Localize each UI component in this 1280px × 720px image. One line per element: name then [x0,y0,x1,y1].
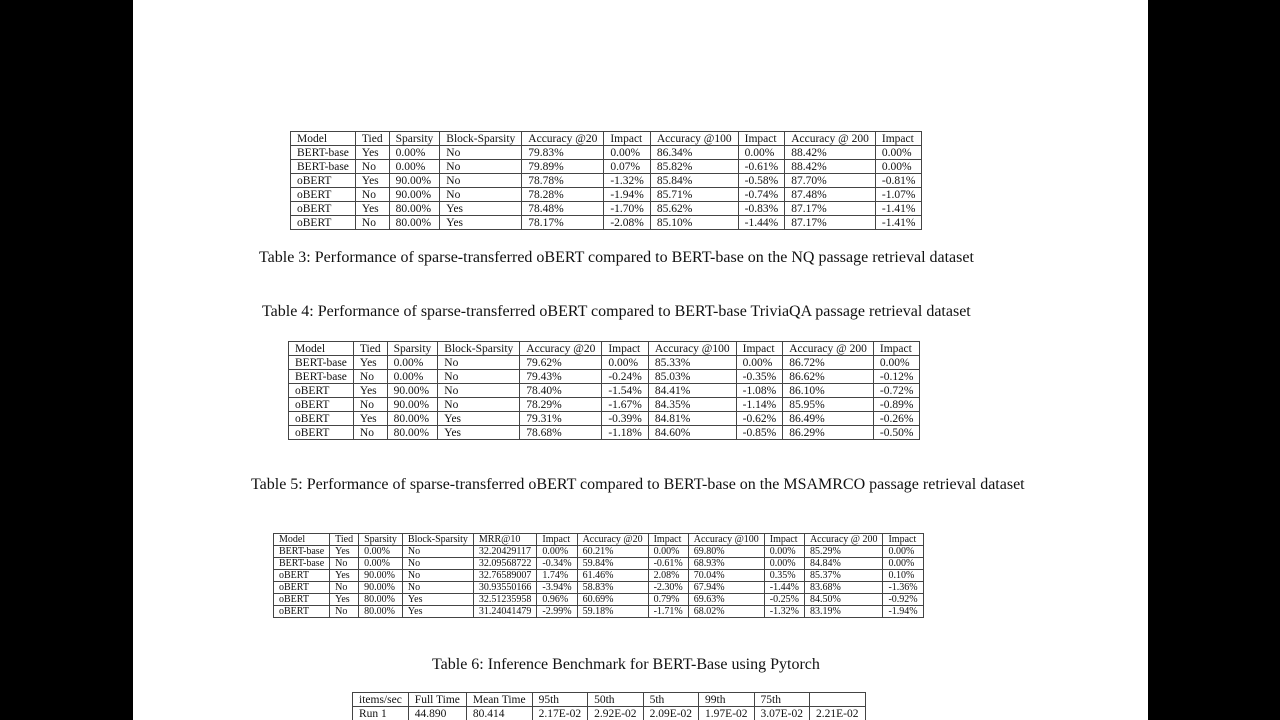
table-cell: -0.39% [602,412,649,426]
table-cell: 0.00% [604,146,651,160]
header-cell: Impact [738,132,785,146]
table-cell: Yes [330,546,359,558]
table-cell: Yes [438,412,520,426]
table-header-row [291,132,922,146]
table-cell: -0.85% [736,426,783,440]
table-cell: -0.25% [764,594,804,606]
table-cell: 0.00% [389,146,440,160]
table-cell: -1.41% [875,216,922,230]
table-cell: 0.00% [537,546,577,558]
header-cell: Impact [736,342,783,356]
header-cell: Impact [648,534,688,546]
table-header-row [274,534,924,546]
table-cell: 87.17% [785,202,876,216]
table-row [289,398,920,412]
table-cell: -0.58% [738,174,785,188]
table-cell: No [438,384,520,398]
table-cell: 87.48% [785,188,876,202]
table-cell: -1.14% [736,398,783,412]
table-cell: -2.30% [648,582,688,594]
header-cell: 5th [643,693,698,707]
table-cell: 84.81% [648,412,736,426]
table-cell: No [440,160,522,174]
table-cell: -1.08% [736,384,783,398]
header-cell: Accuracy @ 200 [785,132,876,146]
table-header-row [353,693,866,707]
header-cell: Accuracy @20 [577,534,648,546]
table-cell: Yes [353,356,387,370]
header-cell: Block-Sparsity [438,342,520,356]
table-cell: 58.83% [577,582,648,594]
table-cell: No [353,398,387,412]
table-cell: 85.82% [650,160,738,174]
table-cell: 87.70% [785,174,876,188]
table-cell: 59.18% [577,606,648,618]
table-cell: -0.89% [873,398,920,412]
header-cell: Accuracy @100 [650,132,738,146]
table-cell: 31.24041479 [473,606,537,618]
table-cell: 85.95% [783,398,874,412]
table-cell: 78.48% [522,202,604,216]
table-cell: No [330,582,359,594]
table-cell: 0.00% [359,558,403,570]
table-cell: 0.00% [359,546,403,558]
table-row [291,188,922,202]
table-row [291,146,922,160]
table-cell: 67.94% [688,582,764,594]
table-row [274,546,924,558]
table-cell: -0.72% [873,384,920,398]
table-cell: 60.69% [577,594,648,606]
header-cell: Accuracy @100 [688,534,764,546]
table-cell: -0.81% [875,174,922,188]
table-cell: 86.10% [783,384,874,398]
table-cell: No [402,582,473,594]
table-cell: 32.20429117 [473,546,537,558]
table-row [289,426,920,440]
table-cell: 88.42% [785,160,876,174]
table-cell: oBERT [289,384,354,398]
table-cell: 86.29% [783,426,874,440]
table-cell: BERT-base [289,370,354,384]
table-cell: 80.00% [359,606,403,618]
table-cell: 0.00% [764,558,804,570]
table-cell: No [330,606,359,618]
table-5-caption: Table 5: Performance of sparse-transferred oBERT compared to BERT-base on the MSAMRCO passage retrieval dataset [251,476,1025,493]
table-cell: 59.84% [577,558,648,570]
table-cell: oBERT [291,202,356,216]
header-cell: items/sec [353,693,409,707]
table-cell: 2.21E-02 [810,707,865,720]
table-cell: 90.00% [387,398,438,412]
table-cell: 0.07% [604,160,651,174]
table-cell: Yes [355,146,389,160]
header-cell [810,693,865,707]
table-cell: 84.35% [648,398,736,412]
table-cell: 86.72% [783,356,874,370]
table-cell: Yes [440,202,522,216]
header-cell: Tied [353,342,387,356]
table-cell: Yes [330,594,359,606]
table-cell: 60.21% [577,546,648,558]
table-row [274,558,924,570]
table-cell: -1.36% [883,582,923,594]
table-cell: 0.00% [602,356,649,370]
table-cell: oBERT [291,188,356,202]
table-cell: 90.00% [359,570,403,582]
table-header-row [289,342,920,356]
table-cell: 80.00% [387,426,438,440]
table-cell: -1.07% [875,188,922,202]
table-cell: 0.00% [883,546,923,558]
table-cell: 85.29% [804,546,883,558]
table-cell: oBERT [291,174,356,188]
table-cell: 85.62% [650,202,738,216]
table-cell: -1.54% [602,384,649,398]
table-cell: 86.49% [783,412,874,426]
table-cell: 90.00% [389,188,440,202]
table-cell: 2.17E-02 [532,707,587,720]
table-cell: 90.00% [389,174,440,188]
header-cell: Mean Time [466,693,532,707]
table-3-caption: Table 3: Performance of sparse-transferred oBERT compared to BERT-base on the NQ passage retrieval dataset [259,249,974,266]
table-cell: 90.00% [387,384,438,398]
table-row [291,216,922,230]
table-cell: No [440,146,522,160]
table-cell: 1.97E-02 [699,707,754,720]
table-cell: BERT-base [291,146,356,160]
table-cell: -0.35% [736,370,783,384]
table-cell: No [355,160,389,174]
table-cell: 80.00% [389,202,440,216]
table-cell: 0.00% [736,356,783,370]
table-cell: Run 1 [353,707,409,720]
table-cell: 0.10% [883,570,923,582]
table-cell: 79.62% [520,356,602,370]
table-cell: 0.00% [387,356,438,370]
header-cell: Model [289,342,354,356]
table-cell: 0.00% [387,370,438,384]
header-cell: Model [274,534,330,546]
table-cell: 2.08% [648,570,688,582]
table-cell: BERT-base [289,356,354,370]
table-cell: -1.94% [883,606,923,618]
table-cell: 0.00% [875,146,922,160]
table-cell: 0.00% [883,558,923,570]
header-cell: Full Time [408,693,466,707]
table-cell: -0.34% [537,558,577,570]
table-cell: No [438,370,520,384]
table-cell: 32.76589007 [473,570,537,582]
table-row [291,160,922,174]
table-cell: -1.67% [602,398,649,412]
table-cell: No [402,558,473,570]
header-cell: Accuracy @20 [520,342,602,356]
header-cell: Sparsity [389,132,440,146]
table-cell: Yes [438,426,520,440]
table-5-msmarco [273,533,924,618]
table-cell: -1.32% [604,174,651,188]
table-cell: 78.29% [520,398,602,412]
table-cell: -2.99% [537,606,577,618]
table-cell: -0.50% [873,426,920,440]
table-row [289,370,920,384]
table-cell: 32.09568722 [473,558,537,570]
table-cell: 85.03% [648,370,736,384]
table-cell: oBERT [274,582,330,594]
table-cell: 79.83% [522,146,604,160]
table-cell: 0.00% [648,546,688,558]
table-row [274,582,924,594]
document-page [133,0,1148,720]
table-cell: 85.37% [804,570,883,582]
table-cell: -0.24% [602,370,649,384]
table-cell: Yes [355,202,389,216]
table-row [289,356,920,370]
header-cell: Sparsity [359,534,403,546]
header-cell: Block-Sparsity [402,534,473,546]
table-cell: 87.17% [785,216,876,230]
table-4-caption: Table 4: Performance of sparse-transferred oBERT compared to BERT-base TriviaQA passage retrieval dataset [262,303,971,320]
table-cell: Yes [353,412,387,426]
header-cell: Accuracy @20 [522,132,604,146]
table-cell: -1.44% [764,582,804,594]
table-cell: oBERT [289,412,354,426]
table-cell: 78.17% [522,216,604,230]
table-cell: 1.74% [537,570,577,582]
table-cell: 78.28% [522,188,604,202]
table-4-triviaqa [288,341,920,440]
header-cell: Accuracy @ 200 [804,534,883,546]
table-cell: 2.09E-02 [643,707,698,720]
table-cell: 0.00% [738,146,785,160]
table-cell: No [353,370,387,384]
table-cell: 70.04% [688,570,764,582]
table-cell: -0.62% [736,412,783,426]
header-cell: Impact [764,534,804,546]
table-6-inference-benchmark [352,692,866,720]
header-cell: Accuracy @ 200 [783,342,874,356]
table-cell: Yes [355,174,389,188]
table-cell: Yes [440,216,522,230]
table-cell: 88.42% [785,146,876,160]
table-cell: 68.02% [688,606,764,618]
table-cell: 68.93% [688,558,764,570]
table-cell: No [353,426,387,440]
table-cell: -1.71% [648,606,688,618]
header-cell: Tied [330,534,359,546]
table-cell: 0.79% [648,594,688,606]
table-cell: 44.890 [408,707,466,720]
table-cell: -1.44% [738,216,785,230]
header-cell: Sparsity [387,342,438,356]
table-cell: -0.12% [873,370,920,384]
header-cell: Model [291,132,356,146]
table-cell: 80.414 [466,707,532,720]
table-cell: -0.74% [738,188,785,202]
table-cell: -3.94% [537,582,577,594]
table-cell: BERT-base [274,558,330,570]
table-row [291,174,922,188]
table-cell: -0.61% [648,558,688,570]
table-cell: -1.94% [604,188,651,202]
table-cell: 86.34% [650,146,738,160]
table-cell: -0.26% [873,412,920,426]
table-cell: -0.61% [738,160,785,174]
table-cell: Yes [353,384,387,398]
table-cell: 80.00% [389,216,440,230]
table-cell: 79.89% [522,160,604,174]
table-cell: 85.10% [650,216,738,230]
table-cell: Yes [330,570,359,582]
table-cell: 83.68% [804,582,883,594]
table-cell: No [438,356,520,370]
header-cell: Impact [883,534,923,546]
table-cell: 30.93550166 [473,582,537,594]
table-cell: -1.41% [875,202,922,216]
table-cell: No [402,570,473,582]
table-cell: -1.70% [604,202,651,216]
table-cell: 80.00% [387,412,438,426]
table-cell: oBERT [289,398,354,412]
table-cell: 32.51235958 [473,594,537,606]
table-6-caption: Table 6: Inference Benchmark for BERT-Base using Pytorch [432,656,820,673]
header-cell: 50th [588,693,643,707]
table-cell: oBERT [289,426,354,440]
table-cell: 69.80% [688,546,764,558]
table-cell: BERT-base [274,546,330,558]
table-cell: No [355,188,389,202]
table-cell: 78.40% [520,384,602,398]
table-cell: 0.96% [537,594,577,606]
header-cell: Impact [875,132,922,146]
table-3-nq [290,131,922,230]
header-cell: 95th [532,693,587,707]
table-cell: 0.00% [875,160,922,174]
table-cell: oBERT [274,570,330,582]
table-cell: 79.31% [520,412,602,426]
table-row [289,412,920,426]
table-row [289,384,920,398]
table-cell: 0.35% [764,570,804,582]
header-cell: Accuracy @100 [648,342,736,356]
table-cell: No [402,546,473,558]
table-cell: 84.84% [804,558,883,570]
table-cell: 78.78% [522,174,604,188]
table-cell: 2.92E-02 [588,707,643,720]
header-cell: Impact [602,342,649,356]
table-row [353,707,866,720]
table-cell: Yes [402,606,473,618]
table-cell: -2.08% [604,216,651,230]
header-cell: Block-Sparsity [440,132,522,146]
table-cell: 80.00% [359,594,403,606]
table-cell: 61.46% [577,570,648,582]
table-cell: No [355,216,389,230]
table-cell: oBERT [274,606,330,618]
table-cell: 3.07E-02 [754,707,809,720]
table-cell: oBERT [274,594,330,606]
table-row [274,594,924,606]
table-cell: -1.18% [602,426,649,440]
header-cell: Impact [604,132,651,146]
header-cell: MRR@10 [473,534,537,546]
table-cell: 0.00% [873,356,920,370]
table-cell: 86.62% [783,370,874,384]
table-cell: 84.60% [648,426,736,440]
table-cell: 69.63% [688,594,764,606]
table-row [291,202,922,216]
table-cell: 84.41% [648,384,736,398]
header-cell: 99th [699,693,754,707]
table-cell: 85.84% [650,174,738,188]
table-row [274,606,924,618]
table-cell: 78.68% [520,426,602,440]
table-cell: No [440,174,522,188]
table-cell: 90.00% [359,582,403,594]
table-cell: Yes [402,594,473,606]
table-cell: -0.83% [738,202,785,216]
table-cell: 84.50% [804,594,883,606]
table-cell: 0.00% [389,160,440,174]
header-cell: 75th [754,693,809,707]
table-cell: 85.33% [648,356,736,370]
table-row [274,570,924,582]
table-cell: 79.43% [520,370,602,384]
header-cell: Impact [537,534,577,546]
table-cell: BERT-base [291,160,356,174]
table-cell: No [440,188,522,202]
table-cell: -0.92% [883,594,923,606]
header-cell: Tied [355,132,389,146]
table-cell: 83.19% [804,606,883,618]
header-cell: Impact [873,342,920,356]
table-cell: oBERT [291,216,356,230]
table-cell: 85.71% [650,188,738,202]
table-cell: 0.00% [764,546,804,558]
table-cell: -1.32% [764,606,804,618]
table-cell: No [438,398,520,412]
table-cell: No [330,558,359,570]
